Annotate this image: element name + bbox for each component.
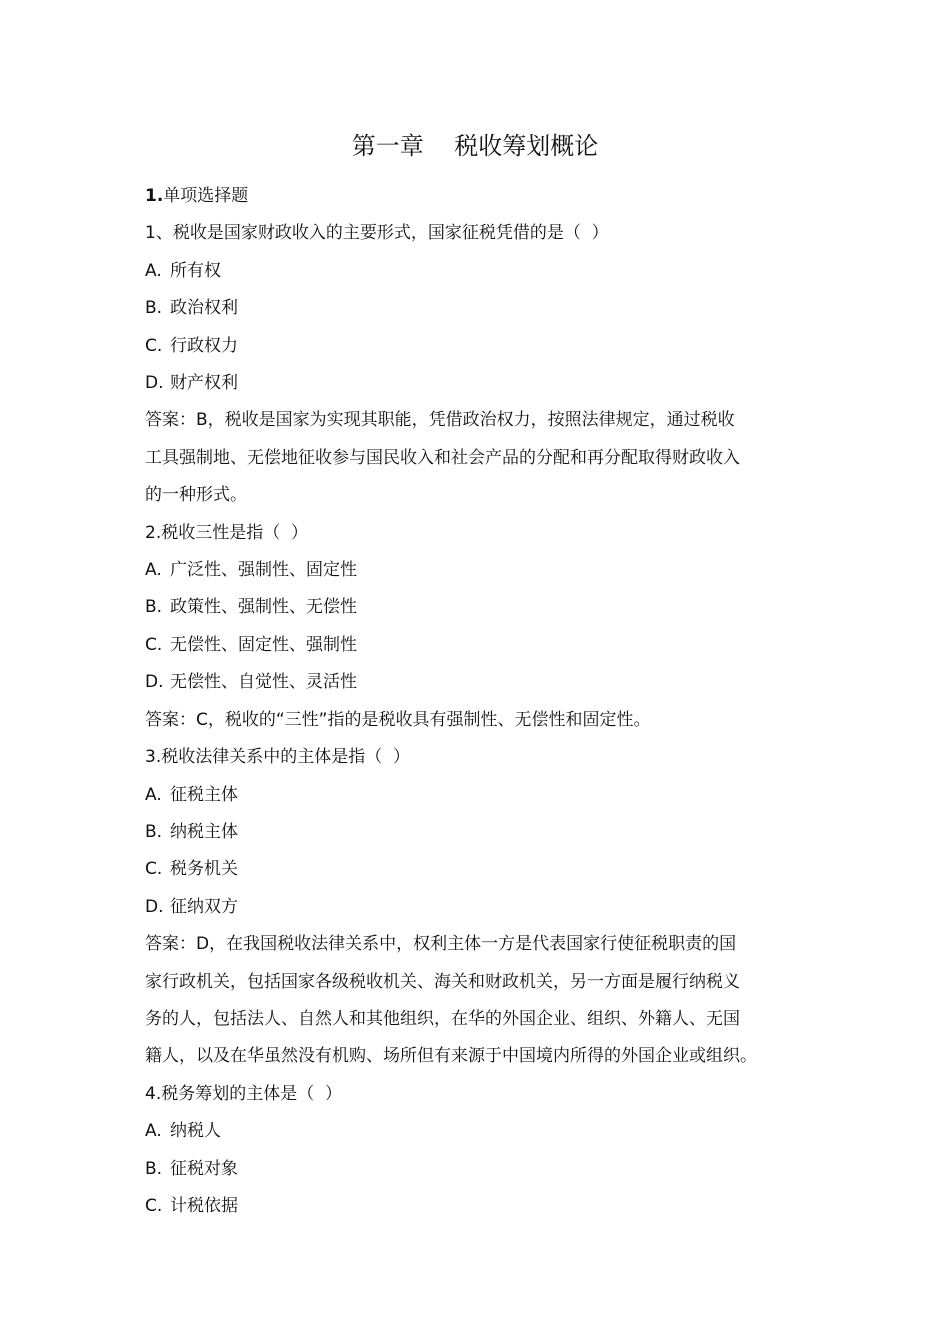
option-letter: D. [145, 896, 164, 917]
answer-line: 家行政机关，包括国家各级税收机关、海关和财政机关，另一方面是履行纳税义 [145, 971, 740, 992]
option-letter: A. [145, 784, 162, 805]
option-d [145, 664, 810, 701]
option-letter: D. [145, 373, 164, 394]
section-number: 1. [145, 186, 164, 206]
option-text: 计税依据 [170, 1195, 238, 1216]
option-text: 财产权利 [170, 373, 238, 394]
option-text: 纳税人 [170, 1121, 221, 1142]
option-a [145, 253, 810, 290]
option-c [145, 851, 810, 888]
option-text: 行政权力 [170, 335, 238, 356]
answer-line: 务的人，包括法人、自然人和其他组织，在华的外国企业、组织、外籍人、无国 [145, 1008, 740, 1029]
answer-line: 答案：C，税收的“三性”指的是税收具有强制性、无偿性和固定性。 [145, 709, 651, 730]
answer-line: 答案：D，在我国税收法律关系中，权利主体一方是代表国家行使征税职责的国 [145, 934, 737, 955]
option-b [145, 589, 810, 626]
option-a [145, 552, 810, 589]
option-text: 政策性、强制性、无偿性 [170, 597, 357, 618]
option-letter: C. [145, 634, 163, 655]
option-text: 所有权 [170, 260, 221, 281]
option-text: 政治权利 [170, 298, 238, 319]
option-text: 无偿性、自觉性、灵活性 [170, 672, 357, 693]
question-block [145, 739, 810, 1076]
option-letter: C. [145, 859, 163, 880]
option-text: 纳税主体 [170, 821, 238, 842]
option-letter: B. [145, 597, 163, 618]
answer-line: 籍人，以及在华虽然没有机购、场所但有来源于中国境内所得的外国企业或组织。 [145, 1046, 757, 1067]
question-block [145, 1076, 810, 1226]
option-a [145, 1113, 810, 1150]
section-heading [145, 178, 810, 215]
option-letter: C. [145, 335, 163, 356]
option-letter: C. [145, 1195, 163, 1216]
option-letter: B. [145, 1158, 163, 1179]
answer-line: 的一种形式。 [145, 485, 247, 506]
option-c [145, 328, 810, 365]
option-text: 征税主体 [170, 784, 238, 805]
option-b [145, 1151, 810, 1188]
question-stem: 4.税务筹划的主体是（ ） [145, 1083, 343, 1104]
question-stem: 1、税收是国家财政收入的主要形式，国家征税凭借的是（ ） [145, 223, 609, 244]
option-letter: A. [145, 1121, 162, 1142]
option-text: 征纳双方 [170, 896, 238, 917]
option-text: 广泛性、强制性、固定性 [170, 560, 357, 581]
option-d [145, 365, 810, 402]
option-letter: D. [145, 672, 164, 693]
question-block [145, 515, 810, 739]
question-block [145, 215, 810, 514]
answer-line: 答案：B，税收是国家为实现其职能，凭借政治权力，按照法律规定，通过税收 [145, 410, 735, 431]
option-letter: B. [145, 821, 163, 842]
option-d [145, 889, 810, 926]
option-b [145, 290, 810, 327]
option-b [145, 814, 810, 851]
document-body [145, 178, 810, 1225]
option-c [145, 1188, 810, 1225]
question-stem: 2.税收三性是指（ ） [145, 522, 309, 543]
option-c [145, 627, 810, 664]
option-letter: A. [145, 260, 162, 281]
answer-line: 工具强制地、无偿地征收参与国民收入和社会产品的分配和再分配取得财政收入 [145, 447, 740, 468]
option-text: 无偿性、固定性、强制性 [170, 634, 357, 655]
option-letter: B. [145, 298, 163, 319]
page-title: 第一章 税收筹划概论 [351, 132, 599, 160]
option-letter: A. [145, 560, 162, 581]
question-stem: 3.税收法律关系中的主体是指（ ） [145, 747, 411, 768]
option-a [145, 777, 810, 814]
option-text: 征税对象 [170, 1158, 238, 1179]
section-label: 单项选择题 [163, 186, 249, 206]
option-text: 税务机关 [170, 859, 238, 880]
